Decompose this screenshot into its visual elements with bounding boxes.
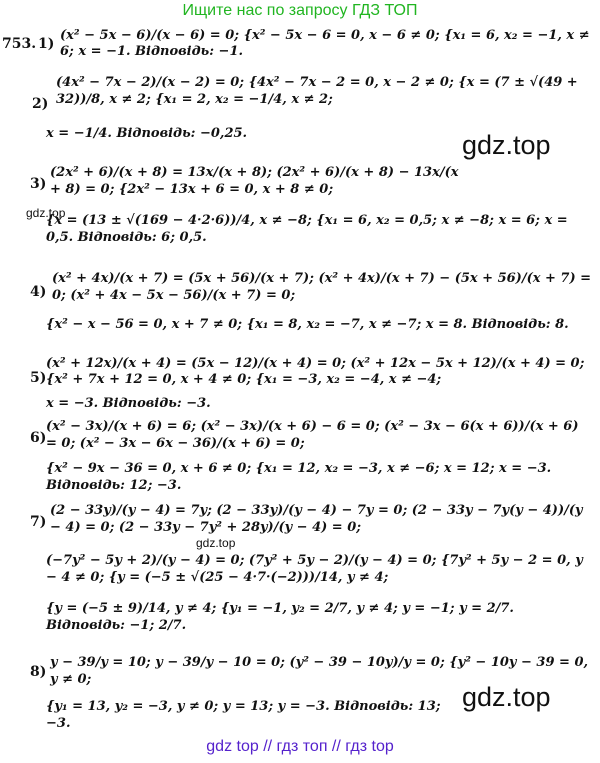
item-7-line1: (2 − 33y)/(y − 4) = 7y; (2 − 33y)/(y − 4) − 7y = 0; (2 − 33y − 7y(y − 4))/(y − 4) = 0; (2 − 33y − 7y² + 28y)/(y − 4) = 0; [50, 503, 583, 535]
item-7-line3: {y = (−5 ± 9)/14, y ≠ 4; {y₁ = −1, y₂ = 2/7, y ≠ 4; y = −1; y = 2/7. Відповідь: −1; 2/7. [46, 601, 514, 633]
item-6-line1: (x² − 3x)/(x + 6) = 6; (x² − 3x)/(x + 6) − 6 = 0; (x² − 3x − 6(x + 6))/(x + 6) = 0; (x² − 3x − 6x − 36)/(x + 6) = 0; [46, 419, 579, 451]
watermark-gdz-top-small-2: gdz.top [196, 536, 236, 550]
item-7-line2: (−7y² − 5y + 2)/(y − 4) = 0; (7y² + 5y − 2)/(y − 4) = 0; {7y² + 5y − 2 = 0, y − 4 ≠ 0; {y = (−5 ± √(25 − 4·7·(−2)))/14, y ≠ 4; [46, 553, 583, 585]
item-4-line2: {x² − x − 56 = 0, x + 7 ≠ 0; {x₁ = 8, x₂ = −7, x ≠ −7; x = 8. Відповідь: 8. [46, 317, 569, 332]
item-5-label: 5) [30, 370, 47, 386]
item-1-line1: (x² − 5x − 6)/(x − 6) = 0; {x² − 5x − 6 = 0, x − 6 ≠ 0; {x₁ = 6, x₂ = −1, x ≠ 6; x = −1. Відповідь: −1. [60, 28, 590, 59]
item-2-label: 2) [32, 96, 49, 112]
item-1-label: 1) [38, 36, 55, 52]
watermark-gdz-top-2: gdz.top [462, 682, 551, 712]
item-6-line2: {x² − 9x − 36 = 0, x + 6 ≠ 0; {x₁ = 12, x₂ = −3, x ≠ −6; x = 12; x = −3. Відповідь: 12; −3. [46, 461, 552, 493]
item-4-label: 4) [30, 284, 47, 300]
item-2-line1: (4x² − 7x − 2)/(x − 2) = 0; {4x² − 7x − 2 = 0, x − 2 ≠ 0; {x = (7 ± √(49 + 32))/8, x ≠ 2; {x₁ = 2, x₂ = −1/4, x ≠ 2; [56, 75, 578, 107]
footer-text: gdz top // гдз топ // гдз top [206, 738, 394, 755]
item-8-line1: y − 39/y = 10; y − 39/y − 10 = 0; (y² − 39 − 10y)/y = 0; {y² − 10y − 39 = 0, y ≠ 0; [50, 655, 589, 687]
item-7-label: 7) [30, 514, 47, 530]
problem-number: 753. [2, 36, 37, 52]
item-3-line2: {x = (13 ± √(169 − 4·2·6))/4, x ≠ −8; {x₁ = 6, x₂ = 0,5; x ≠ −8; x = 6; x = 0,5. Відповідь: 6; 0,5. [46, 213, 568, 245]
item-8-line2: {y₁ = 13, y₂ = −3, y ≠ 0; y = 13; y = −3. Відповідь: 13; −3. [46, 699, 441, 731]
watermark-gdz-top-small-1: gdz.top [26, 206, 66, 220]
item-4-line1: (x² + 4x)/(x + 7) = (5x + 56)/(x + 7); (x² + 4x)/(x + 7) − (5x + 56)/(x + 7) = 0; (x² + 4x − 5x − 56)/(x + 7) = 0; [52, 271, 592, 303]
item-2-line2: x = −1/4. Відповідь: −0,25. [46, 126, 248, 141]
item-3-label: 3) [30, 176, 47, 192]
banner-text: Ищите нас по запросу ГДЗ ТОП [182, 2, 418, 19]
item-6-label: 6) [30, 430, 47, 446]
item-5-line2: x = −3. Відповідь: −3. [46, 396, 211, 411]
item-5-line1: (x² + 12x)/(x + 4) = (5x − 12)/(x + 4) = 0; (x² + 12x − 5x + 12)/(x + 4) = 0; {x² + 7x + 12 = 0, x + 4 ≠ 0; {x₁ = −3, x₂ = −4, x ≠ −4; [46, 356, 585, 387]
item-8-label: 8) [30, 664, 47, 680]
watermark-gdz-top-1: gdz.top [462, 130, 551, 160]
item-3-line1: (2x² + 6)/(x + 8) = 13x/(x + 8); (2x² + 6)/(x + 8) − 13x/(x + 8) = 0; {2x² − 13x + 6 = 0, x + 8 ≠ 0; [50, 165, 459, 197]
